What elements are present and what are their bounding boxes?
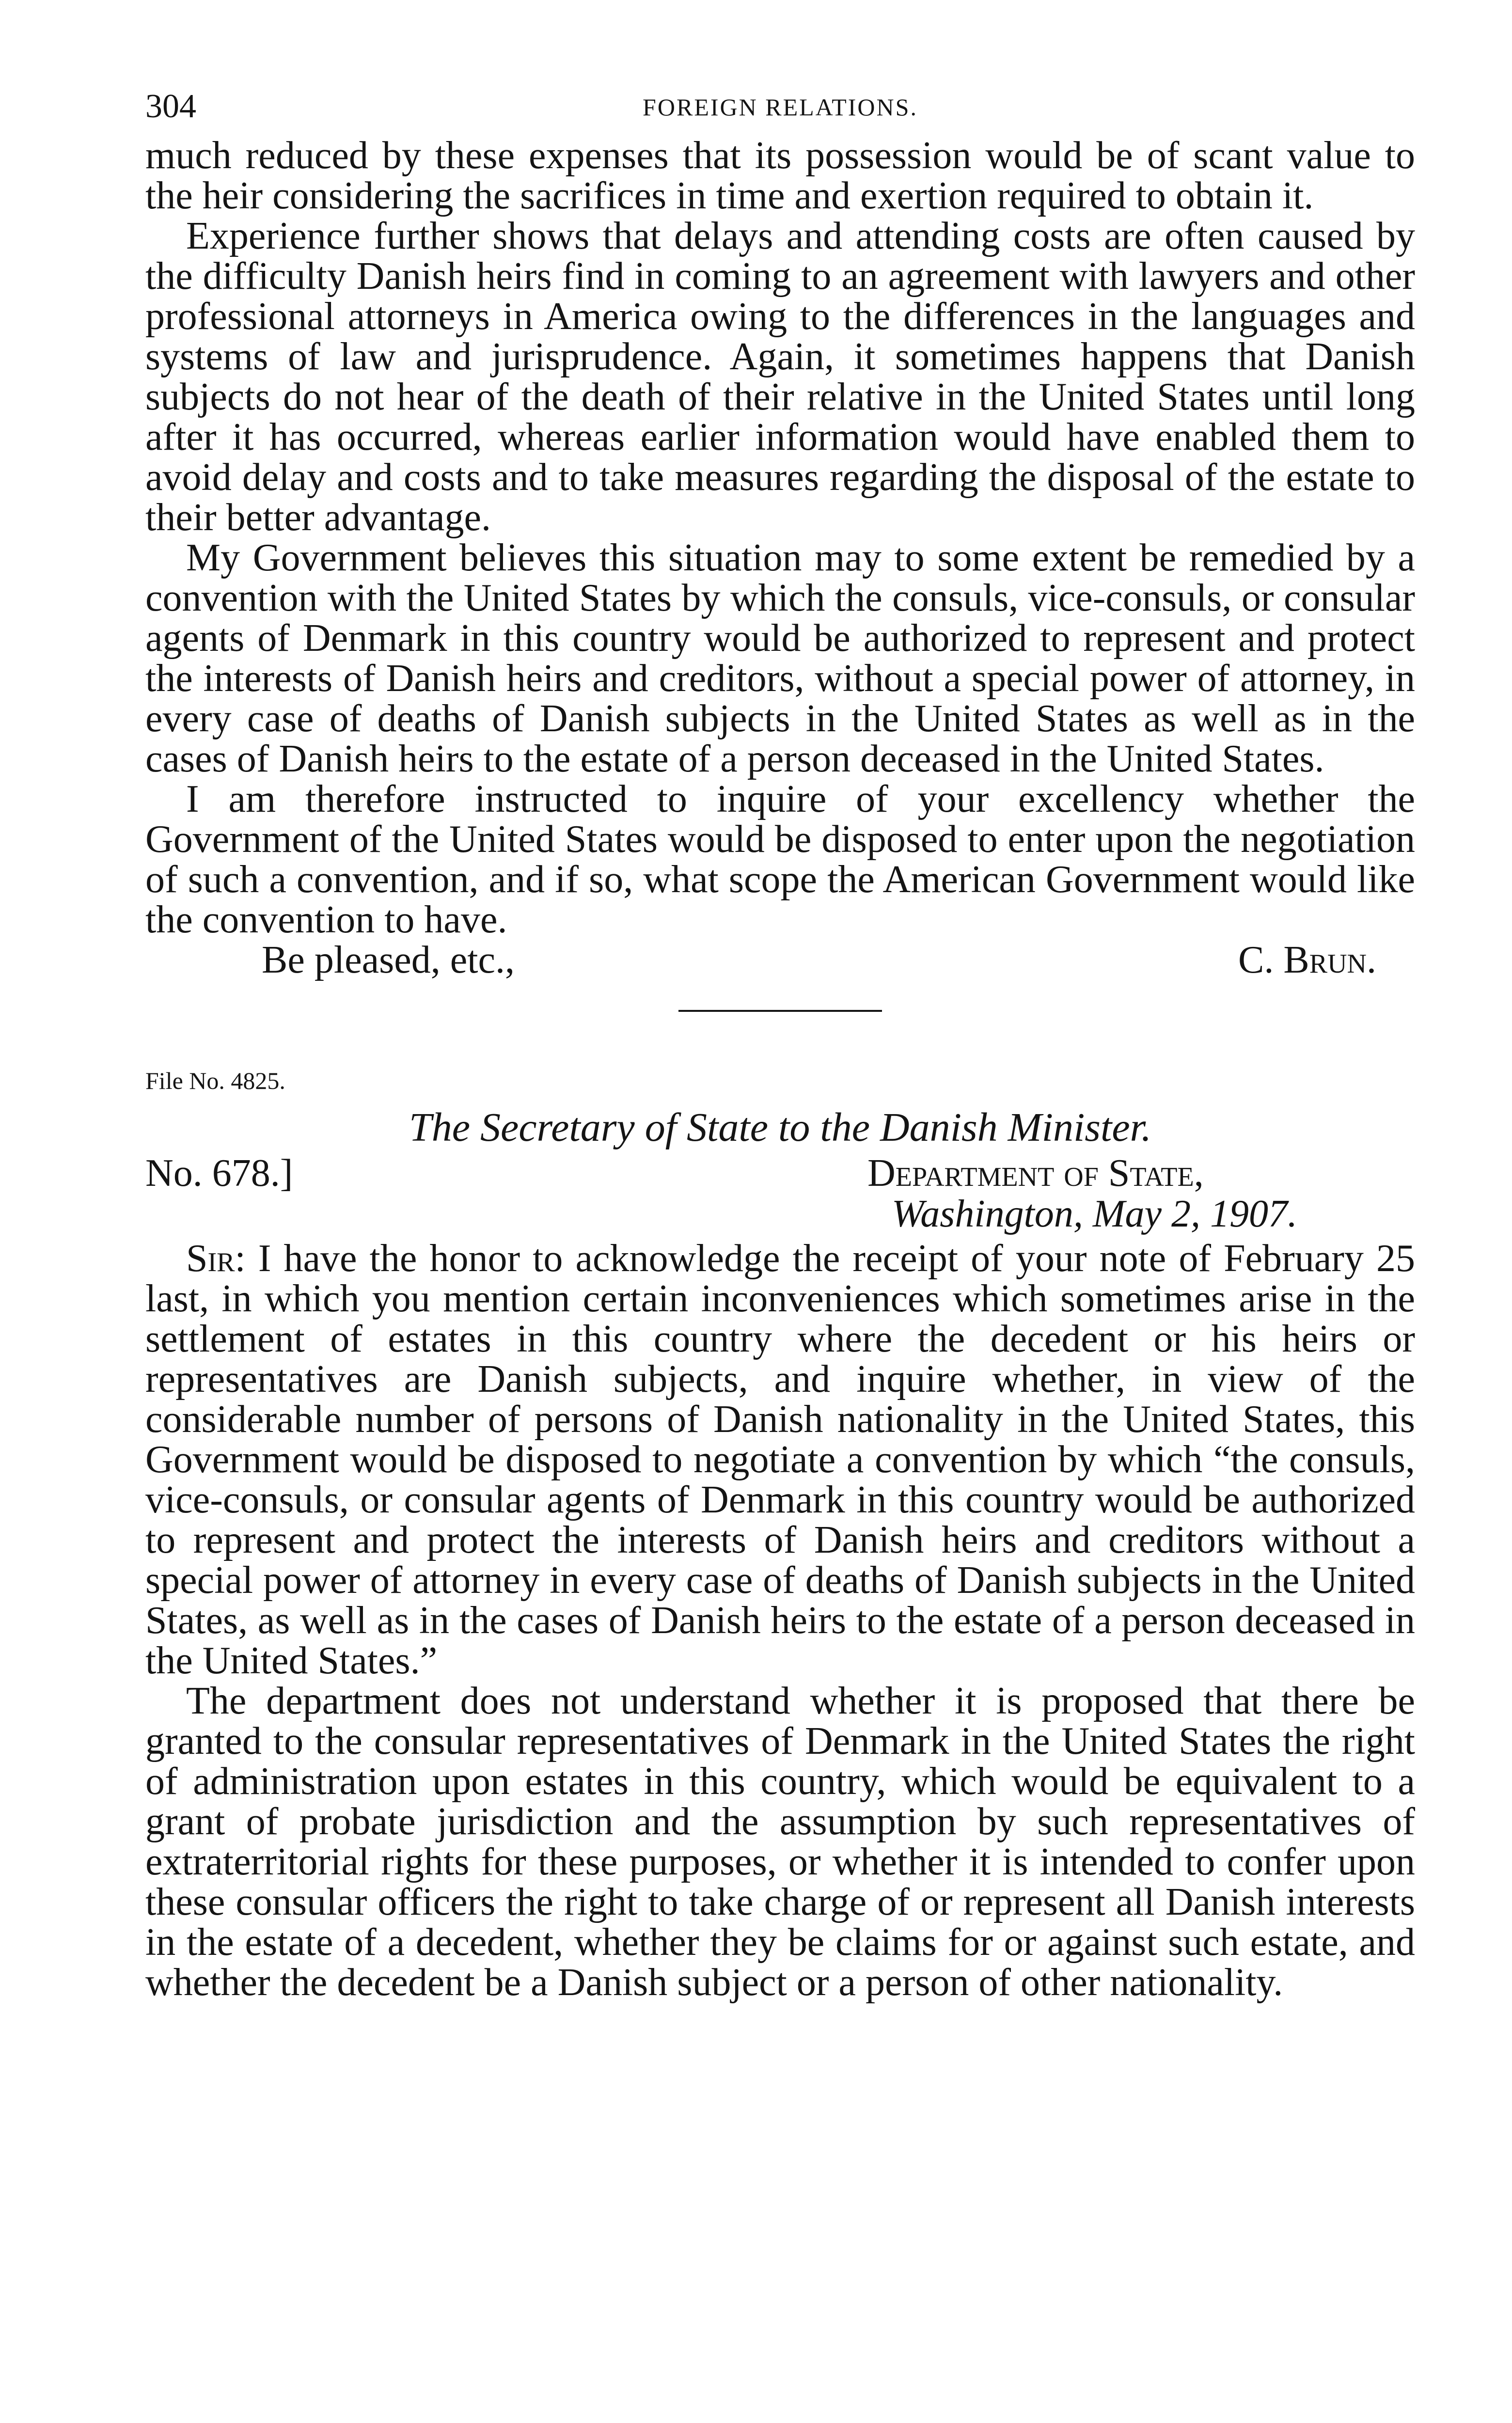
department-name: Department of State, xyxy=(867,1152,1204,1195)
salutation: Sir: xyxy=(186,1237,246,1280)
letter-paragraph-2: Experience further shows that delays and attending costs are often caused by the difficulty Danish heirs find in coming to an agreement with lawyers and other professional attorneys in America owing to the differences in the languages and systems of law and jurisprudence. Again, it sometimes happens that Danish subjects do not hear of the death of their relative in the United States until long after it has occurred, whereas earlier information would have enabled them to avoid delay and costs and to take measures regarding the disposal of the estate to their better advantage. xyxy=(145,215,1415,539)
document-number: No. 678.] xyxy=(145,1152,293,1195)
document-page xyxy=(145,82,1415,2003)
section-divider xyxy=(678,1010,882,1012)
signature: C. Brun. xyxy=(1238,939,1376,981)
body-paragraph-1 xyxy=(145,1239,1415,1681)
page-number: 304 xyxy=(145,88,196,125)
closing-phrase: Be pleased, etc., xyxy=(262,939,515,981)
running-title: FOREIGN RELATIONS. xyxy=(643,94,918,121)
document-title: The Secretary of State to the Danish Minister. xyxy=(409,1105,1151,1150)
letter-continuation xyxy=(145,136,1415,982)
second-document xyxy=(145,1066,1415,2003)
letter-closing xyxy=(145,940,1415,982)
document-body xyxy=(145,1239,1415,2003)
file-number: File No. 4825. xyxy=(145,1067,285,1094)
running-head xyxy=(145,82,1415,136)
letter-paragraph-4: I am therefore instructed to inquire of your excellency whether the Government of the United States would be disposed to enter upon the negotiation of such a convention, and if so, what scope the American Government would like the convention to have. xyxy=(145,778,1415,941)
document-header xyxy=(145,1153,1415,1236)
letter-paragraph-3: My Government believes this situation may to some extent be remedied by a convention with the United States by which the consuls, vice-consuls, or consular agents of Denmark in this country would be authorized to represent and protect the interests of Danish heirs and creditors, without a special power of attorney, in every case of deaths of Danish subjects in the United States as well as in the cases of Danish heirs to the estate of a person deceased in the United States. xyxy=(145,536,1415,780)
letter-paragraph-1: much reduced by these expenses that its possession would be of scant value to the heir considering the sacrifices in time and exertion required to obtain it. xyxy=(145,134,1415,217)
body-paragraph-2: The department does not understand whether it is proposed that there be granted to the consular representatives of Denmark in the United States the right of administration upon estates in this country, which would be equivalent to a grant of probate jurisdiction and the assumption by such representatives of extraterritorial rights for these purposes, or whether it is intended to confer upon these consular officers the right to take charge of or represent all Danish interests in the estate of a decedent, whether they be claims for or against such estate, and whether the decedent be a Danish subject or a person of other nationality. xyxy=(145,1680,1415,2004)
place-date: Washington, May 2, 1907. xyxy=(892,1193,1298,1235)
body-paragraph-1-text: I have the honor to acknowledge the receipt of your note of February 25 last, in which you mention certain inconveniences which sometimes arise in the settlement of estates in this country where the decedent or his heirs or representatives are Danish subjects, and inquire whether, in view of the considerable number of persons of Danish nationality in the United States, this Government would be disposed to negotiate a convention by which “the consuls, vice-consuls, or consular agents of Denmark in this country would be authorized to represent and protect the interests of Danish heirs and creditors without a special power of attorney in every case of deaths of Danish subjects in the United States, as well as in the cases of Danish heirs to the estate of a person deceased in the United States.” xyxy=(145,1237,1416,1682)
